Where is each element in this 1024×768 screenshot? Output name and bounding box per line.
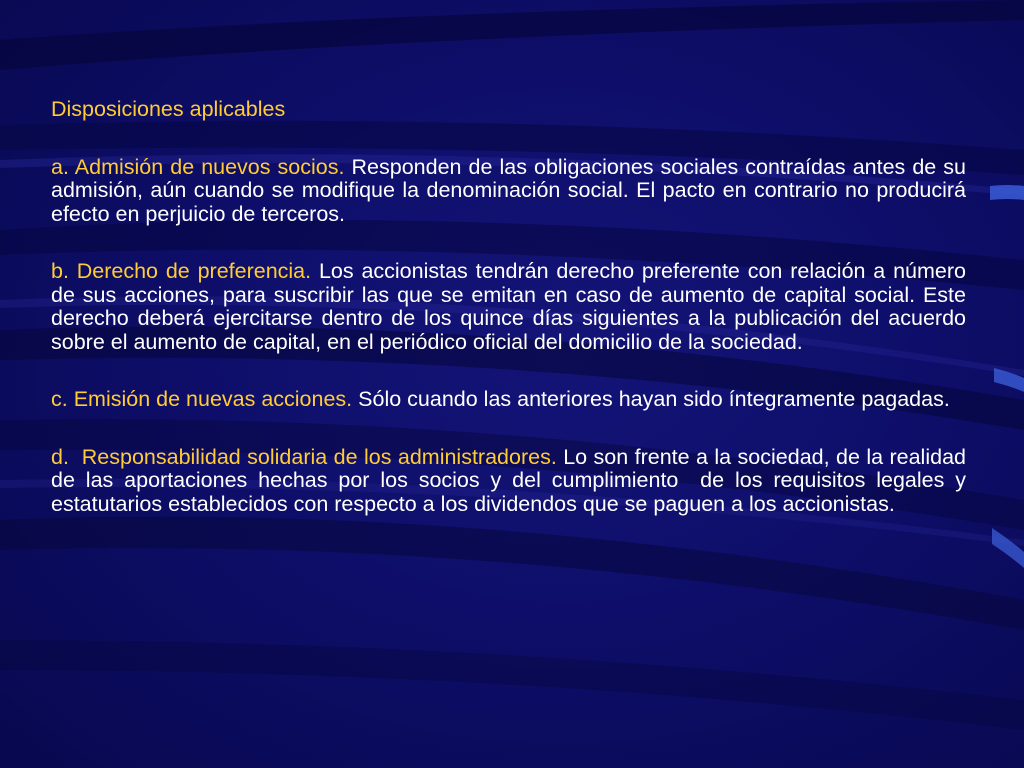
provision-title: c. Emisión de nuevas acciones.: [51, 387, 353, 411]
provision-title: a. Admisión de nuevos socios.: [51, 154, 345, 179]
provision-item-a: [51, 156, 966, 227]
slide-content: [51, 97, 972, 550]
provision-title: b. Derecho de preferencia.: [51, 259, 312, 283]
provision-text: Sólo cuando las anteriores hayan sido íntegramente pagadas.: [358, 387, 950, 411]
slide-heading: Disposiciones aplicables: [51, 97, 286, 121]
provision-text: Lo son frente a la sociedad, de la realidad de las aportaciones hechas por los socios y del cumplimiento de los requisitos legales y estatutarios establecidos con respecto a los dividendos que se paguen a los accionistas.: [51, 444, 972, 516]
provision-text: Los accionistas tendrán derecho preferente con relación a número de sus acciones, para suscribir las que se emitan en caso de aumento de capital social. Este derecho deberá ejercitarse dentro de los quince días siguientes a la publicación del acuerdo sobre el aumento de capital, en el periódico oficial del domicilio de la sociedad.: [51, 259, 966, 354]
provision-item-c: [51, 388, 966, 412]
provision-title: d. Responsabilidad solidaria de los administradores.: [51, 444, 557, 469]
provision-text: Responden de las obligaciones sociales contraídas antes de su admisión, aún cuando se modifique la denominación social. El pacto en contrario no producirá efecto en perjuicio de terceros.: [51, 154, 966, 226]
provision-item-b: [51, 260, 966, 354]
provision-item-d: [51, 444, 972, 517]
